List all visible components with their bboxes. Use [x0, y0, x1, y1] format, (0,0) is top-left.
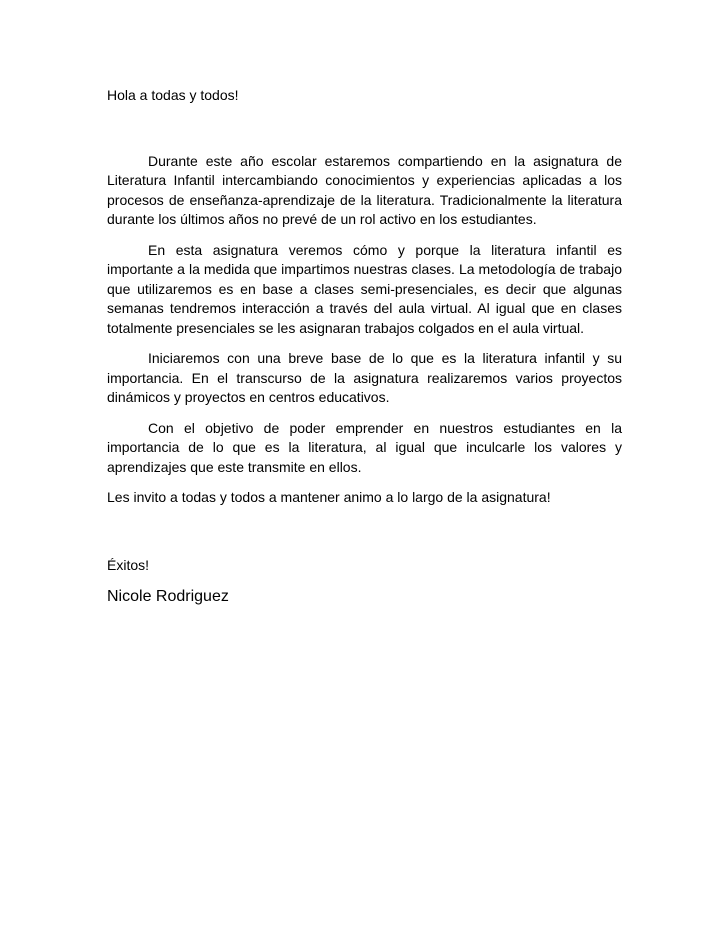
- paragraph-plan: Iniciaremos con una breve base de lo que es la literatura infantil y su importancia. En el transcurso de la asignatura realizaremos varios proyectos dinámicos y proyectos en centros educativos.: [107, 350, 622, 405]
- paragraph-objective: Con el objetivo de poder emprender en nuestros estudiantes en la importancia de lo que es la literatura, al igual que inculcarle los valores y aprendizajes que este transmite en ellos.: [107, 419, 622, 475]
- farewell: Éxitos!: [107, 556, 150, 573]
- signature: Nicole Rodriguez: [107, 588, 229, 605]
- letter-body: [107, 86, 622, 607]
- paragraph-intro: Durante este año escolar estaremos compartiendo en la asignatura de Literatura Infantil intercambiando conocimientos y experiencias aplicadas a los procesos de enseñanza-aprendizaje de la literatura. Tradicionalmente la literatura durante los últimos años no prevé de un rol activo en los estudiantes.: [107, 152, 622, 227]
- closing-line: Les invito a todas y todos a mantener animo a lo largo de la asignatura!: [107, 489, 551, 505]
- greeting: Hola a todas y todos!: [107, 87, 239, 103]
- paragraph-methodology: En esta asignatura veremos cómo y porque la literatura infantil es importante a la medida que impartimos nuestras clases. La metodología de trabajo que utilizaremos es en base a clases semi-presenciales, es decir que algunas semanas tendremos interacción a través del aula virtual. Al igual que en clases totalmente presenciales se les asignaran trabajos colgados en el aula virtual.: [107, 241, 622, 336]
